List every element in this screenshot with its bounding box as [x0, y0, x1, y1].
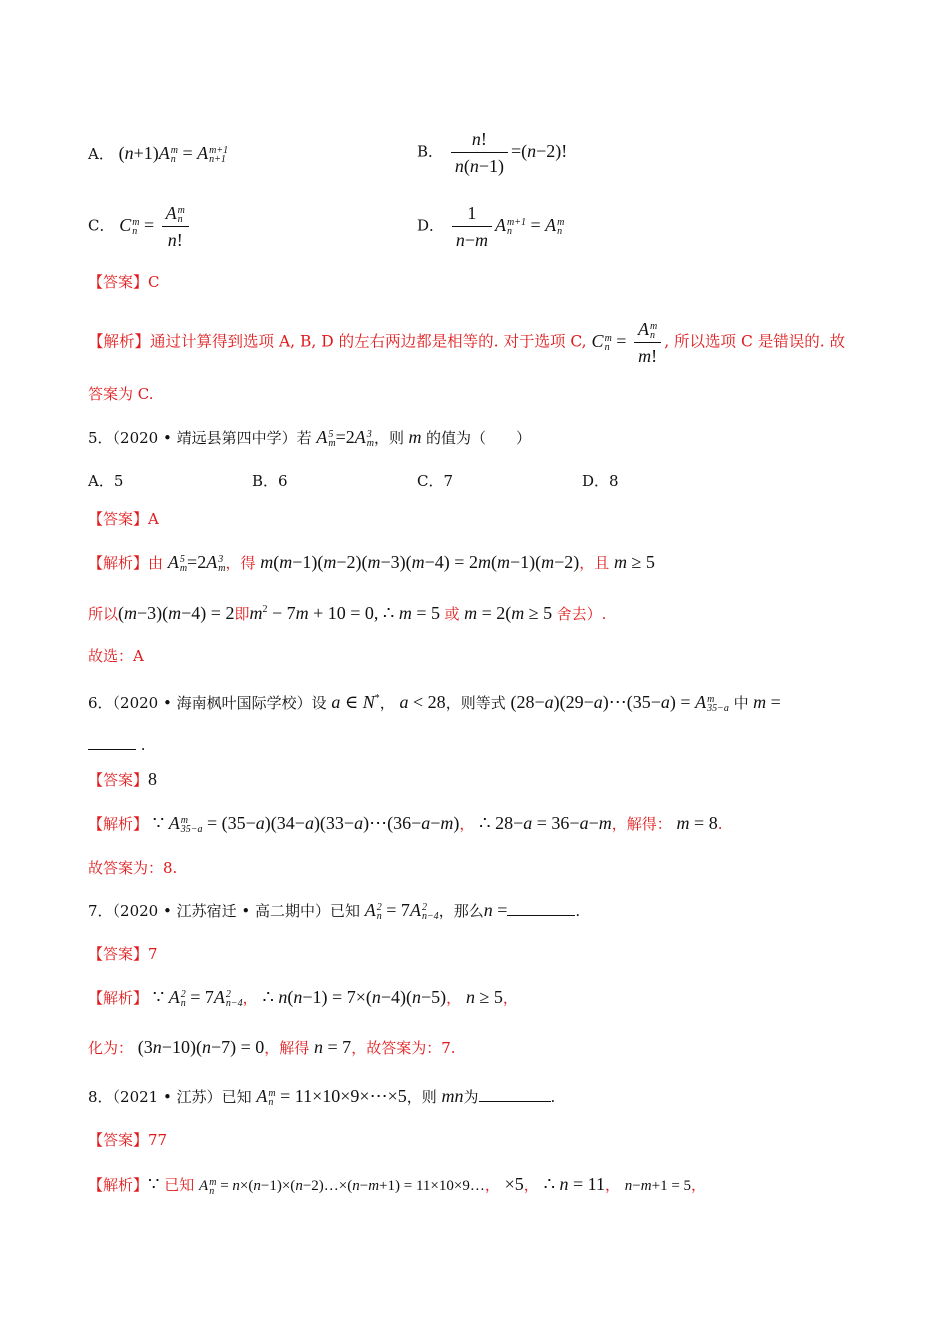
- analysis-formula: ×5: [504, 1174, 524, 1194]
- question-text: 的值为（ ）: [426, 429, 532, 447]
- answer-blank[interactable]: [479, 1087, 551, 1102]
- q5-formula: A 5 m =2A 3 m: [316, 427, 375, 449]
- question-text: ，则: [406, 1088, 437, 1106]
- answer-value: A: [148, 510, 159, 528]
- analysis-text: ，: [242, 989, 258, 1007]
- analysis-formula: m(m−1)(m−2)(m−3)(m−4) = 2m(m−1)(m−2): [260, 552, 580, 572]
- q4-answer: [88, 271, 890, 293]
- q6-stem: [88, 688, 890, 714]
- question-text: 6．（2020 • 海南枫叶国际学校）设: [88, 694, 327, 712]
- q8-stem: 8．（2021 • 江苏）已知 A m n = 11×10×9×⋯×5，则 mn为 .: [88, 1086, 556, 1108]
- option-b-label: B．: [417, 142, 444, 161]
- q6-analysis: 【解析】 ∵ A m 35−a = (35−a)(34−a)(33−a)⋯(36−a−m)， ∴ 28−a = 36−a−m，解得： m = 8.: [88, 813, 723, 835]
- q6-conclusion: [88, 857, 890, 879]
- analysis-symbol: ∵: [148, 1174, 160, 1194]
- analysis-text: 即: [234, 605, 250, 623]
- analysis-text: ，解得：: [611, 815, 672, 833]
- var-m: m: [404, 427, 427, 447]
- analysis-text: ，: [459, 815, 475, 833]
- option-b: B．6: [252, 472, 288, 490]
- option-b-formula: $\frac{n!}{n(n-1)}$ =(n−2)!: [448, 141, 567, 161]
- q6-formula: (28−a)(29−a)⋯(35−a) = A m 35−a: [510, 692, 729, 714]
- analysis-formula: ∵ A 2 n = 7A 2 n−4: [152, 987, 243, 1009]
- analysis-formula: ∴ n(n−1) = 7×(n−4)(n−5): [262, 987, 447, 1007]
- question-text: 8．（2021 • 江苏）已知: [88, 1088, 252, 1106]
- q5-analysis-line2: [88, 599, 890, 625]
- q8-formula: A m n = 11×10×9×⋯×5: [256, 1086, 407, 1108]
- answer-value: C: [148, 273, 160, 291]
- q8-analysis: 【解析】∵ 已知 A m n = n×(n−1)×(n−2)…×(n−m+1) = 11×10×9…， ×5， ∴ n = 11， n−m+1 = 5，: [88, 1174, 707, 1197]
- analysis-text: 化为：: [88, 1039, 134, 1057]
- analysis-text: ，且: [579, 554, 610, 572]
- analysis-text: 由: [148, 554, 164, 572]
- answer-tag: 【答案】: [88, 771, 149, 789]
- question-text: 7．（2020 • 江苏宿迁 • 高二期中）已知: [88, 902, 360, 920]
- option-b: [417, 128, 567, 177]
- option-c-formula: C m n = A m n n!: [119, 215, 192, 235]
- conclusion-text: 故选：A: [88, 647, 144, 665]
- analysis-formula: (m−3)(m−4) = 2: [118, 603, 235, 623]
- analysis-text: ，: [484, 1176, 500, 1194]
- analysis-formula: ∴ n = 11: [543, 1174, 605, 1194]
- analysis-text: 或: [444, 605, 460, 623]
- analysis-formula: n ≥ 5: [465, 987, 503, 1007]
- analysis-formula: (3n−10)(n−7) = 0: [137, 1037, 265, 1057]
- option-c-label: C．: [88, 216, 115, 235]
- answer-tag: 【答案】: [88, 945, 149, 963]
- q7-formula: A 2 n = 7A 2 n−4: [364, 900, 439, 922]
- question-text: ，那么: [438, 902, 484, 920]
- conclusion-text: 故答案为：8.: [88, 859, 178, 877]
- option-a: A．5: [88, 472, 124, 490]
- q4-analysis-line2: [88, 383, 890, 405]
- analysis-formula: n−m+1 = 5: [624, 1178, 692, 1194]
- option-c: [88, 202, 192, 251]
- analysis-formula: A 5 m =2A 3 m: [167, 552, 226, 574]
- question-text: ，则: [374, 429, 405, 447]
- analysis-formula: $m^2 - 7m + 10 = 0$, ∴ m = 5: [249, 603, 445, 623]
- q5-conclusion: [88, 645, 890, 667]
- analysis-formula: m = 2(m ≥ 5: [464, 603, 557, 623]
- q7-answer: [88, 943, 890, 965]
- analysis-formula: ∵ A m 35−a = (35−a)(34−a)(33−a)⋯(36−a−m): [152, 813, 460, 835]
- analysis-tag: 【解析】: [88, 815, 149, 833]
- q5-analysis-line1: [88, 551, 890, 574]
- answer-blank[interactable]: [88, 735, 136, 750]
- q5-stem: [88, 426, 890, 449]
- analysis-formula: ∴ 28−a = 36−a−m: [479, 813, 612, 833]
- option-d-label: D．: [417, 216, 445, 235]
- question-text: 5．（2020 • 靖远县第四中学）若: [88, 429, 312, 447]
- option-d-formula: $\frac{1}{n-m}$ A m+1 n = A m n: [449, 215, 565, 235]
- answer-value: 77: [148, 1131, 168, 1149]
- q7-stem: 7．（2020 • 江苏宿迁 • 高二期中）已知 A 2 n = 7A 2 n−4 ，那么n = .: [88, 900, 581, 922]
- option-a-label: A．: [88, 145, 114, 163]
- question-text: ，: [379, 694, 395, 712]
- analysis-text: 已知: [164, 1176, 195, 1194]
- answer-blank[interactable]: [507, 901, 575, 916]
- var-n: n =: [483, 900, 508, 920]
- analysis-formula: A m n = n×(n−1)×(n−2)…×(n−m+1) = 11×10×9…: [199, 1176, 485, 1197]
- analysis-tag: 【解析】: [88, 554, 149, 572]
- analysis-text: 舍去）.: [556, 605, 607, 623]
- q7-analysis-line2: [88, 1036, 890, 1059]
- question-text: ，则等式: [445, 694, 506, 712]
- option-a-formula: (n+1)A m n = A m+1 n+1: [118, 143, 229, 165]
- analysis-text: , 所以选项 C 是错误的. 故: [664, 332, 846, 351]
- analysis-text: 通过计算得到选项 A, B, D 的左右两边都是相等的. 对于选项 C,: [150, 332, 587, 351]
- analysis-tag: 【解析】: [88, 989, 149, 1007]
- answer-value: 7: [148, 945, 158, 963]
- var-m: m =: [753, 692, 781, 712]
- analysis-text: 答案为 C.: [88, 385, 154, 403]
- q6-answer: [88, 768, 890, 791]
- q5-answer: [88, 508, 890, 530]
- question-text: 中: [733, 694, 749, 712]
- option-a: [88, 142, 228, 165]
- answer-tag: 【答案】: [88, 1131, 149, 1149]
- q6-formula: a < 28: [399, 692, 446, 712]
- analysis-formula: m ≥ 5: [614, 552, 655, 572]
- q6-formula: a ∈ N*: [331, 692, 380, 712]
- answer-tag: 【答案】: [88, 510, 149, 528]
- answer-tag: 【答案】: [88, 273, 149, 291]
- analysis-tag: 【解析】: [88, 1176, 149, 1194]
- q4-analysis-line1: [88, 318, 890, 367]
- var-mn: mn: [441, 1086, 464, 1106]
- analysis-text: ，: [446, 989, 462, 1007]
- analysis-text: ，故答案为：7.: [351, 1039, 456, 1057]
- analysis-text: ，: [605, 1176, 621, 1194]
- q8-answer: [88, 1129, 890, 1151]
- option-d: D．8: [582, 472, 619, 490]
- analysis-formula: m = 8: [676, 813, 718, 833]
- analysis-text: ，得: [225, 554, 256, 572]
- analysis-formula: C m n = A m n m!: [592, 331, 665, 351]
- answer-value: 8: [148, 769, 158, 789]
- option-d: [417, 202, 564, 251]
- analysis-text: ，解得: [264, 1039, 310, 1057]
- analysis-formula: n = 7: [314, 1037, 352, 1057]
- q6-blank-line: .: [88, 734, 890, 756]
- q7-analysis: 【解析】 ∵ A 2 n = 7A 2 n−4 ， ∴ n(n−1) = 7×(n−4)(n−5)， n ≥ 5，: [88, 987, 518, 1009]
- option-c: C．7: [417, 472, 454, 490]
- analysis-tag: 【解析】: [88, 332, 151, 351]
- question-text: 为: [463, 1088, 479, 1106]
- analysis-text: 所以: [88, 605, 119, 623]
